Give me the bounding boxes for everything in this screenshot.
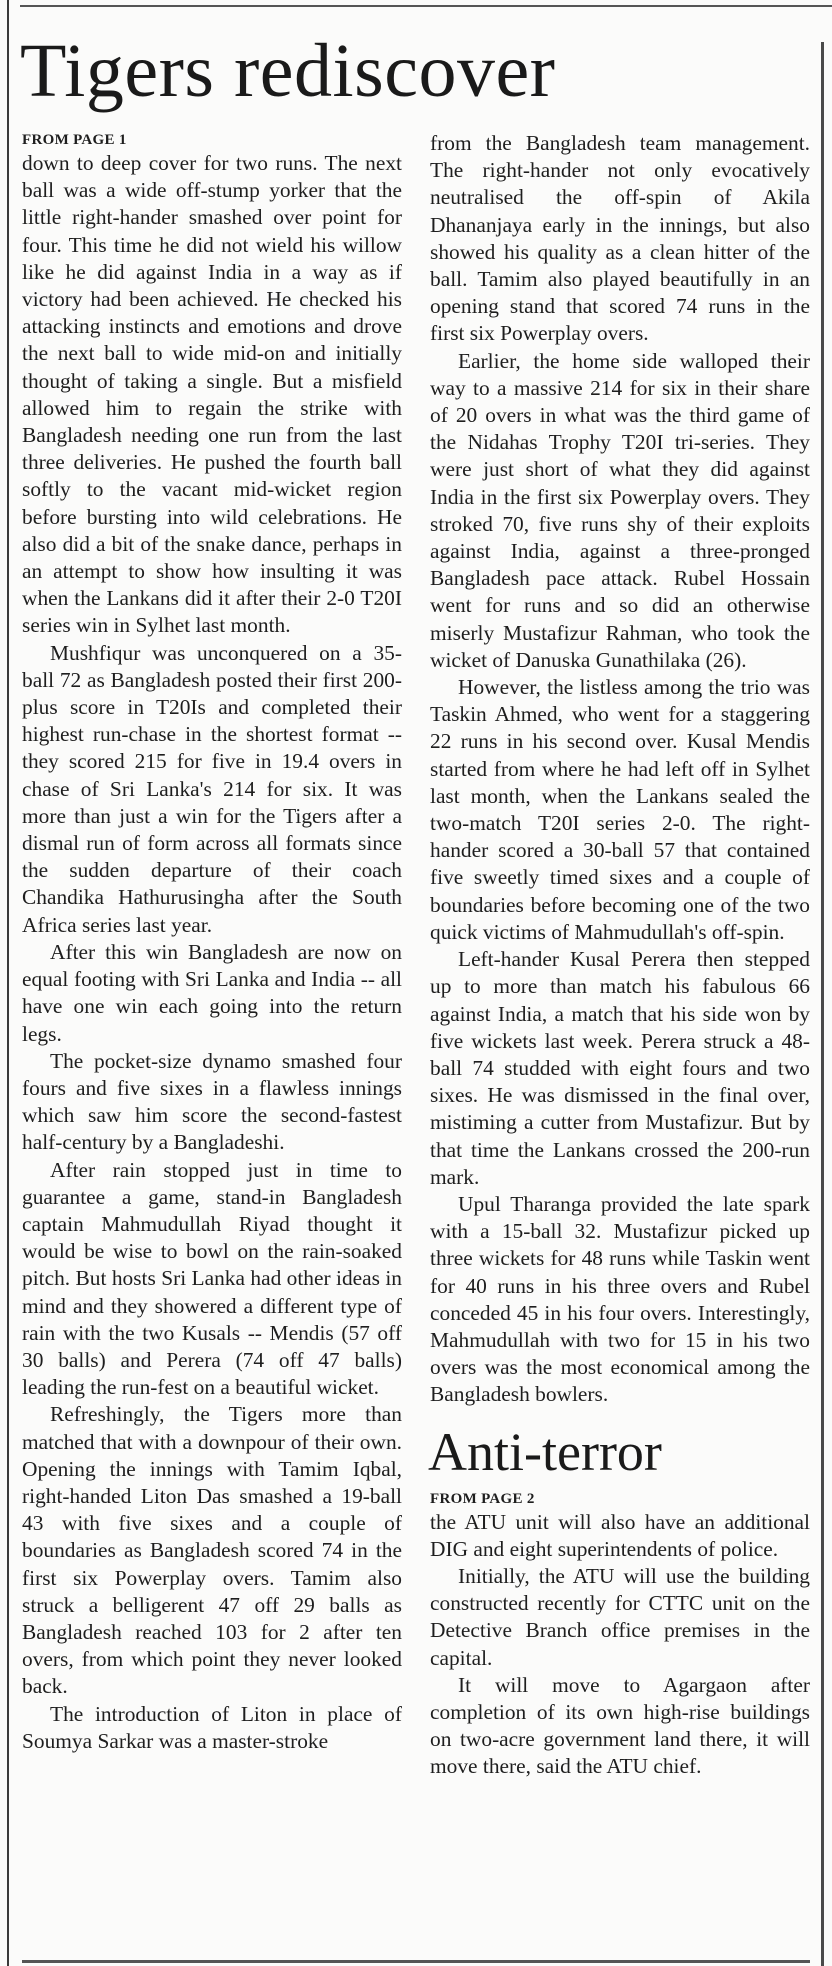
second-article-headline: Anti-terror bbox=[428, 1421, 662, 1482]
article-paragraph: from the Bangladesh team management. The right-hander not only evocatively neutralised the off-spin of Akila Dhananjaya early in the innings, but also showed his quality as a clean hitter of the ball. Tamim also played beautifully in an opening stand that scored 74 runs in the first six Powerplay overs. bbox=[430, 131, 810, 346]
article-paragraph: Left-hander Kusal Perera then stepped up to more than match his fabulous 66 against India, a match that his side won by five wickets last week. Perera struck a 48-ball 74 studded with eight fours and two sixes. He was dismissed in the final over, mistiming a cutter from Mustafizur. But by that time the Lankans crossed the 200-run mark. bbox=[430, 947, 810, 1189]
article-paragraph: The introduction of Liton in place of Soumya Sarkar was a master-stroke bbox=[22, 1701, 402, 1753]
bottom-rule bbox=[22, 1960, 810, 1963]
article-column-right bbox=[430, 130, 810, 1781]
article-paragraph: down to deep cover for two runs. The next ball was a wide off-stump yorker that the little right-hander smashed over point for four. This time he did not wield his willow like he did against India in a way as if victory had been achieved. He checked his attacking instincts and emotions and drove the next ball to wide mid-on and initially thought of taking a single. But a misfield allowed him to regain the strike with Bangladesh needing one run from the last three deliveries. He pushed the fourth ball softly to the vacant mid-wicket region before bursting into wild celebrations. He also did a bit of the snake dance, perhaps in an attempt to show how insulting it was when the Lankans did it after their 2-0 T20I series win in Sylhet last month. bbox=[22, 151, 402, 638]
article-paragraph: After this win Bangladesh are now on equal footing with Sri Lanka and India -- all have one win each going into the return legs. bbox=[22, 939, 402, 1046]
top-rule bbox=[20, 5, 832, 7]
continuation-kicker: FROM PAGE 1 bbox=[22, 132, 127, 148]
article-paragraph: Earlier, the home side walloped their way to a massive 214 for six in their share of 20 overs in what was the third game of the Nidahas Trophy T20I tri-series. They were just short of what they did against India in the first six Powerplay overs. They stroked 70, five runs shy of their exploits against India, against a three-pronged Bangladesh pace attack. Rubel Hossain went for runs and so did an otherwise miserly Mustafizur Rahman, who took the wicket of Danuska Gunathilaka (26). bbox=[430, 348, 810, 672]
article-paragraph: It will move to Agargaon after completion of its own high-rise buildings on two-acre government land there, it will move there, said the ATU chief. bbox=[430, 1672, 810, 1779]
article-paragraph: However, the listless among the trio was Taskin Ahmed, who went for a staggering 22 runs in his second over. Kusal Mendis started from where he had left off in Sylhet last month, when the Lankans sealed the two-match T20I series 2-0. The right-hander scored a 30-ball 57 that contained five sweetly timed sixes and a couple of boundaries before becoming one of the two quick victims of Mahmudullah's off-spin. bbox=[430, 675, 810, 944]
article-headline: Tigers rediscover bbox=[20, 29, 556, 113]
article-paragraph: The pocket-size dynamo smashed four fours and five sixes in a flawless innings which saw him score the second-fastest half-century by a Bangladeshi. bbox=[22, 1048, 402, 1155]
article-paragraph: the ATU unit will also have an additional DIG and eight superintendents of police. bbox=[430, 1509, 810, 1561]
article-paragraph: Mushfiqur was unconquered on a 35-ball 72 as Bangladesh posted their first 200-plus score in T20Is and completed their highest run-chase in the shortest format -- they scored 215 for five in 19.4 overs in chase of Sri Lanka's 214 for six. It was more than just a win for the Tigers after a dismal run of form across all formats since the sudden departure of their coach Chandika Hathurusingha after the South Africa series last year. bbox=[22, 640, 402, 937]
column-right-border bbox=[821, 42, 824, 1966]
article-paragraph: Initially, the ATU will use the building constructed recently for CTTC unit on the Detective Branch office premises in the capital. bbox=[430, 1563, 810, 1670]
article-paragraph: Refreshingly, the Tigers more than matched that with a downpour of their own. Opening the innings with Tamim Iqbal, right-handed Liton Das smashed a 19-ball 43 with five sixes and a couple of boundaries as Bangladesh scored 74 in the first six Powerplay overs. Tamim also struck a belligerent 47 off 29 balls as Bangladesh reached 103 for 2 after ten overs, from which point they never looked back. bbox=[22, 1402, 402, 1699]
continuation-kicker: FROM PAGE 2 bbox=[430, 1490, 535, 1507]
frame-left-border bbox=[7, 0, 9, 1966]
article-paragraph: Upul Tharanga provided the late spark with a 15-ball 32. Mustafizur picked up three wickets for 48 runs while Taskin went for 40 runs in his three overs and Rubel conceded 45 in his four overs. Interestingly, Mahmudullah with two for 15 in his two overs was the most economical among the Bangladesh bowlers. bbox=[430, 1191, 810, 1407]
article-column-left bbox=[22, 130, 402, 1755]
article-paragraph: After rain stopped just in time to guarantee a game, stand-in Bangladesh captain Mahmudullah Riyad thought it would be wise to bowl on the rain-soaked pitch. But hosts Sri Lanka had other ideas in mind and they showered a different type of rain with the two Kusals -- Mendis (57 off 30 balls) and Perera (74 off 47 balls) leading the run-fest on a beautiful wicket. bbox=[22, 1157, 402, 1400]
